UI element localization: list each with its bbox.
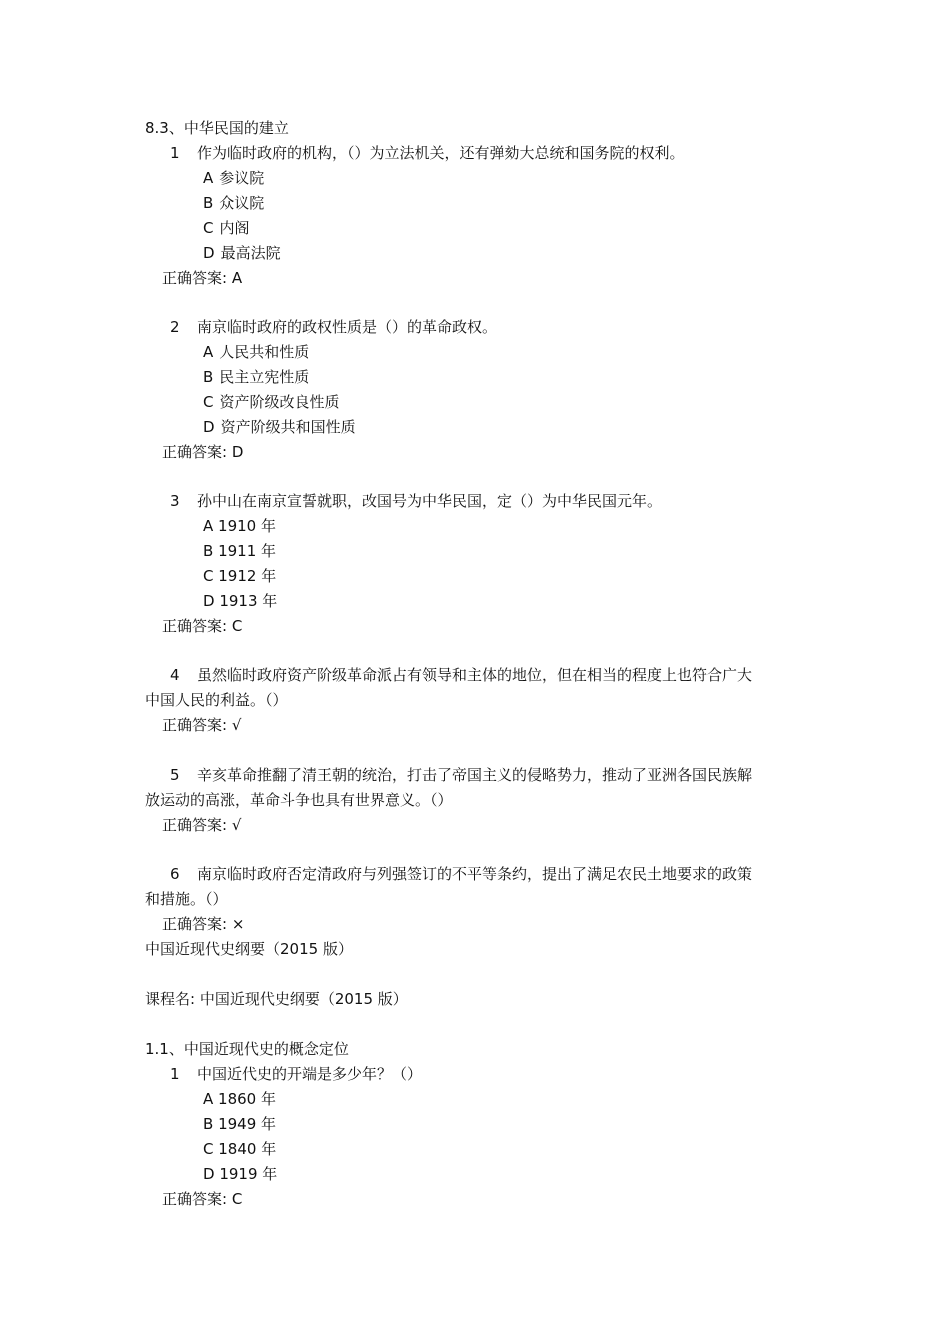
question-number: 6 bbox=[170, 865, 180, 883]
section-heading: 8.3、中华民国的建立 bbox=[145, 119, 289, 137]
question-number: 4 bbox=[170, 666, 180, 684]
section-heading: 1.1、中国近现代史的概念定位 bbox=[145, 1040, 349, 1058]
question-text: 孙中山在南京宣誓就职，改国号为中华民国，定（）为中华民国元年。 bbox=[197, 492, 663, 510]
question-text: 辛亥革命推翻了清王朝的统治，打击了帝国主义的侵略势力，推动了亚洲各国民族解 bbox=[197, 766, 753, 784]
option-c: C 资产阶级改良性质 bbox=[203, 393, 340, 411]
question-text: 南京临时政府否定清政府与列强签订的不平等条约，提出了满足农民土地要求的政策 bbox=[197, 865, 753, 883]
option-b: B 民主立宪性质 bbox=[203, 368, 310, 386]
question-number: 2 bbox=[170, 318, 180, 336]
option-c: C 内阁 bbox=[203, 219, 250, 237]
question-text: 南京临时政府的政权性质是（）的革命政权。 bbox=[197, 318, 498, 336]
question-text: 虽然临时政府资产阶级革命派占有领导和主体的地位，但在相当的程度上也符合广大 bbox=[197, 666, 753, 684]
option-d: D 资产阶级共和国性质 bbox=[203, 418, 356, 436]
option-b: B 1949 年 bbox=[203, 1115, 277, 1133]
correct-answer: 正确答案: √ bbox=[162, 716, 242, 734]
question-6 bbox=[170, 862, 752, 887]
option-b: B 众议院 bbox=[203, 194, 265, 212]
option-a: A 参议院 bbox=[203, 169, 265, 187]
question-text-continued: 中国人民的利益。（） bbox=[145, 691, 288, 709]
question-1 bbox=[170, 141, 685, 166]
option-a: A 1860 年 bbox=[203, 1090, 276, 1108]
question-number: 3 bbox=[170, 492, 180, 510]
option-c: C 1912 年 bbox=[203, 567, 277, 585]
option-c: C 1840 年 bbox=[203, 1140, 277, 1158]
correct-answer: 正确答案: C bbox=[162, 617, 243, 635]
question-number: 1 bbox=[170, 1065, 180, 1083]
question-number: 1 bbox=[170, 144, 180, 162]
question-5 bbox=[170, 763, 752, 788]
question-text-continued: 和措施。（） bbox=[145, 890, 228, 908]
option-d: D 1913 年 bbox=[203, 592, 278, 610]
option-d: D 最高法院 bbox=[203, 244, 281, 262]
question-text: 中国近代史的开端是多少年？（） bbox=[197, 1065, 423, 1083]
question-3 bbox=[170, 489, 662, 514]
correct-answer: 正确答案: C bbox=[162, 1190, 243, 1208]
correct-answer: 正确答案: D bbox=[162, 443, 244, 461]
question-1 bbox=[170, 1062, 422, 1087]
question-number: 5 bbox=[170, 766, 180, 784]
option-b: B 1911 年 bbox=[203, 542, 277, 560]
option-d: D 1919 年 bbox=[203, 1165, 278, 1183]
question-2 bbox=[170, 315, 497, 340]
option-a: A 人民共和性质 bbox=[203, 343, 310, 361]
book-title: 中国近现代史纲要（2015 版） bbox=[145, 940, 353, 958]
question-text: 作为临时政府的机构，（）为立法机关，还有弹劾大总统和国务院的权利。 bbox=[197, 144, 685, 162]
question-text-continued: 放运动的高涨，革命斗争也具有世界意义。（） bbox=[145, 791, 453, 809]
course-name: 课程名: 中国近现代史纲要（2015 版） bbox=[145, 990, 408, 1008]
correct-answer: 正确答案: A bbox=[162, 269, 243, 287]
question-4 bbox=[170, 663, 752, 688]
correct-answer: 正确答案: × bbox=[162, 915, 245, 933]
option-a: A 1910 年 bbox=[203, 517, 276, 535]
correct-answer: 正确答案: √ bbox=[162, 816, 242, 834]
